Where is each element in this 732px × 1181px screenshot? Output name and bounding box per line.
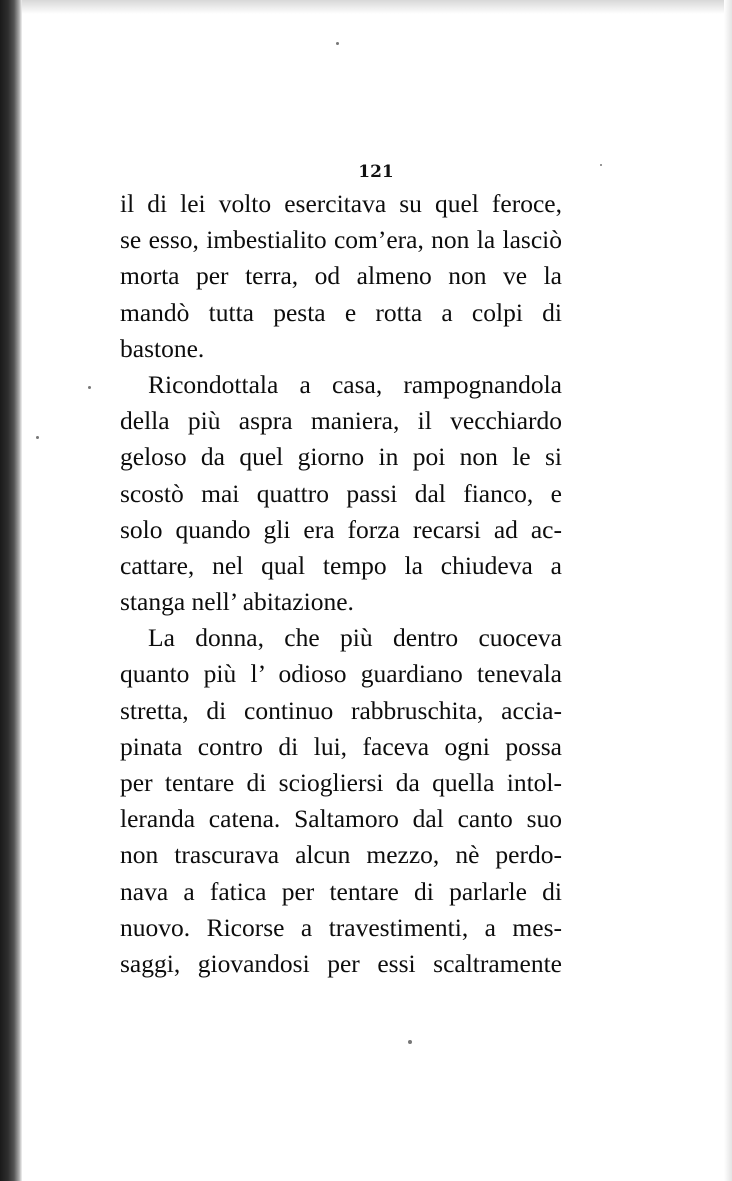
text-line: cattare, nel qual tempo la chiudeva a xyxy=(120,550,562,580)
text-line: solo quando gli era forza recarsi ad ac- xyxy=(120,514,562,544)
text-line: leranda catena. Saltamoro dal canto suo xyxy=(120,804,562,834)
paragraph-start-line: La donna, che più dentro cuoceva xyxy=(148,623,562,653)
body-text xyxy=(120,186,562,982)
text-line: per tentare di sciogliersi da quella intol- xyxy=(120,768,562,797)
paper-speck xyxy=(88,386,91,389)
text-line: nava a fatica per tentare di parlarle di xyxy=(120,876,562,906)
text-line: se esso, imbestialito com’era, non la lasciò xyxy=(120,225,562,255)
text-line: il di lei volto esercitava su quel feroce, xyxy=(120,189,562,218)
top-shadow xyxy=(22,0,732,14)
page-number: 121 xyxy=(358,162,394,182)
text-line: mandò tutta pesta e rotta a colpi di xyxy=(120,297,562,327)
paragraph-end-line: bastone. xyxy=(120,333,205,363)
text-line: saggi, giovandosi per essi scaltramente xyxy=(120,948,562,978)
text-line: nuovo. Ricorse a travestimenti, a mes- xyxy=(120,912,562,942)
paper-speck xyxy=(36,436,39,439)
paragraph-end-line: stanga nell’ abitazione. xyxy=(120,587,354,617)
text-line: pinata contro di lui, faceva ogni possa xyxy=(120,731,562,761)
text-line: stretta, di continuo rabbruschita, accia- xyxy=(120,695,562,725)
text-line: geloso da quel giorno in poi non le si xyxy=(120,442,562,472)
paragraph-start-line: Ricondottala a casa, rampognandola xyxy=(148,369,562,399)
paper-speck xyxy=(408,1040,412,1044)
text-line: scostò mai quattro passi dal fianco, e xyxy=(120,478,562,508)
paper-speck xyxy=(600,164,602,166)
text-line: non trascurava alcun mezzo, nè perdo- xyxy=(120,840,562,870)
text-line: morta per terra, od almeno non ve la xyxy=(120,261,562,291)
text-line: quanto più l’ odioso guardiano tenevala xyxy=(120,659,562,689)
paper-speck xyxy=(336,42,339,45)
text-line: della più aspra maniera, il vecchiardo xyxy=(120,406,562,436)
